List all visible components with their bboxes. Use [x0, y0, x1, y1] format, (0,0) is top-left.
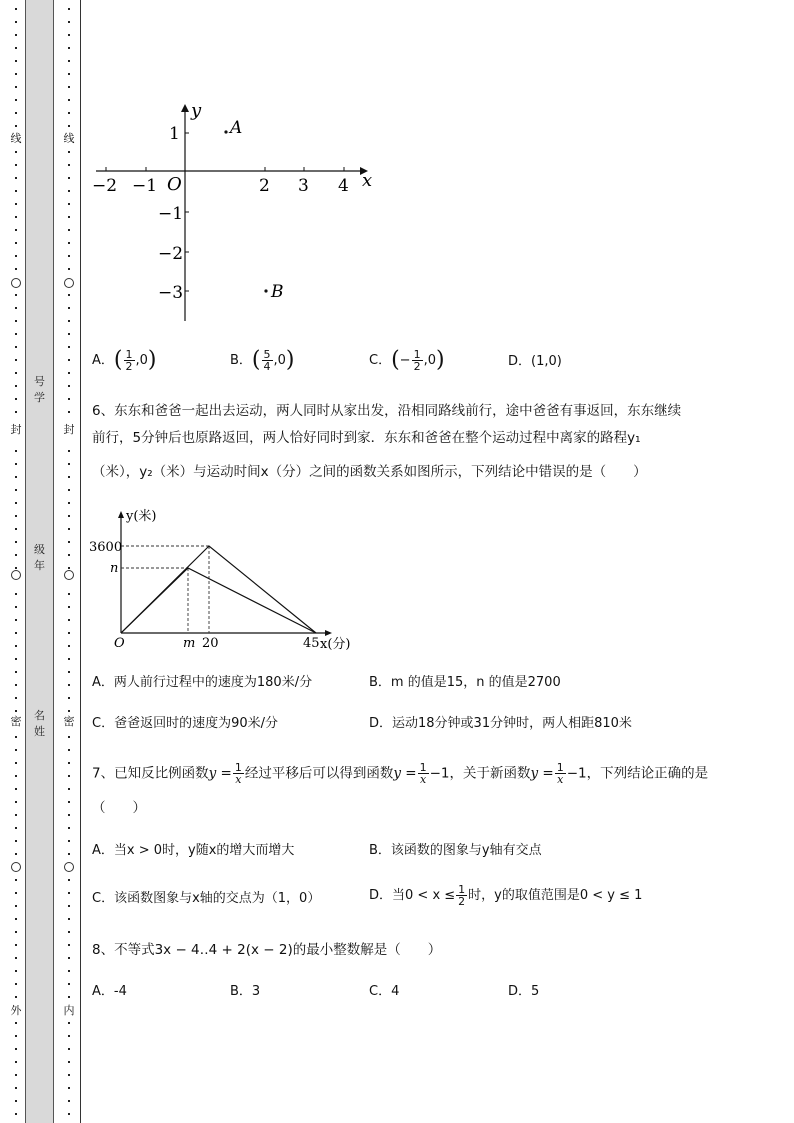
binding-dot	[68, 125, 70, 127]
binding-dot	[68, 528, 70, 530]
binding-dot	[15, 190, 17, 192]
binding-dot	[68, 606, 70, 608]
y-tick-label: −3	[158, 283, 184, 303]
binding-dot	[15, 957, 17, 959]
binding-dot	[15, 242, 17, 244]
dad-path-line	[121, 568, 316, 633]
binding-dot	[68, 372, 70, 374]
binding-dot	[15, 541, 17, 543]
binding-dot	[68, 619, 70, 621]
point-b-label: B	[271, 282, 284, 302]
binding-dot	[68, 788, 70, 790]
y-tick-n: n	[110, 561, 119, 576]
q6-stem-line-1: 6、东东和爸爸一起出去运动，两人同时从家出发，沿相同路线前行，途中爸爸有事返回，东东继续	[92, 403, 682, 419]
binding-dot	[15, 658, 17, 660]
outer-binding-mark: 封	[10, 423, 22, 436]
field-name: 名 姓	[34, 709, 45, 738]
binding-hole-icon	[11, 862, 21, 872]
binding-dot	[15, 502, 17, 504]
margin-border-line	[80, 0, 81, 1123]
outer-binding-mark: 线	[10, 132, 22, 145]
binding-dot	[15, 1113, 17, 1115]
binding-hole-icon	[64, 862, 74, 872]
q8-option-d[interactable]: D．5	[508, 984, 540, 999]
binding-dot	[15, 1100, 17, 1102]
x-tick-20: 20	[202, 636, 219, 651]
q6-option-b[interactable]: B．m 的值是15，n 的值是2700	[369, 675, 561, 690]
q5-option-d[interactable]: D．(1,0)	[508, 354, 562, 369]
inner-binding-mark: 线	[63, 132, 75, 145]
binding-dot	[15, 814, 17, 816]
q6-option-d[interactable]: D．运动18分钟或31分钟时，两人相距810米	[369, 716, 632, 731]
binding-dot	[15, 216, 17, 218]
binding-dot	[15, 710, 17, 712]
q8-option-a[interactable]: A．-4	[92, 984, 127, 999]
binding-margin	[0, 0, 84, 1123]
binding-dot	[15, 1074, 17, 1076]
origin-label: O	[167, 174, 182, 195]
binding-dot	[15, 853, 17, 855]
y-tick-label: 1	[169, 124, 180, 144]
binding-dot	[68, 34, 70, 36]
binding-dot	[68, 957, 70, 959]
binding-dot	[68, 463, 70, 465]
binding-dot	[68, 60, 70, 62]
binding-dot	[15, 554, 17, 556]
binding-dot	[15, 73, 17, 75]
inner-dotted-line	[64, 0, 74, 1123]
field-student-id: 号 学	[34, 375, 45, 404]
outer-binding-mark: 外	[10, 1004, 22, 1017]
point-a	[224, 130, 227, 133]
binding-dot	[68, 398, 70, 400]
q6-stem-line-2: 前行，5分钟后也原路返回，两人恰好同时到家．东东和爸爸在整个运动过程中离家的路程y₁	[92, 430, 641, 446]
binding-dot	[68, 853, 70, 855]
binding-dot	[68, 73, 70, 75]
binding-dot	[68, 359, 70, 361]
binding-dot	[15, 307, 17, 309]
binding-dot	[15, 21, 17, 23]
binding-dot	[68, 1100, 70, 1102]
binding-dot	[15, 775, 17, 777]
binding-dot	[68, 177, 70, 179]
binding-dot	[15, 203, 17, 205]
binding-dot	[68, 255, 70, 257]
q7-option-b[interactable]: B．该函数的图象与y轴有交点	[369, 843, 542, 858]
binding-dot	[15, 970, 17, 972]
binding-dot	[15, 372, 17, 374]
origin-label: O	[114, 636, 125, 651]
x-tick-label: 2	[259, 176, 270, 196]
inner-binding-mark: 密	[63, 715, 75, 728]
binding-dot	[15, 1061, 17, 1063]
binding-dot	[68, 905, 70, 907]
binding-dot	[15, 593, 17, 595]
inner-binding-mark: 内	[63, 1004, 75, 1017]
q7-option-a[interactable]: A．当x > 0时，y随x的增大而增大	[92, 843, 295, 858]
q5-option-c[interactable]: C．(− $\frac{1}{2}$ ,0)	[369, 347, 445, 373]
binding-dot	[68, 983, 70, 985]
binding-dot	[15, 398, 17, 400]
binding-dot	[68, 333, 70, 335]
binding-dot	[68, 827, 70, 829]
binding-dot	[68, 476, 70, 478]
binding-dot	[68, 931, 70, 933]
q5-coordinate-figure	[88, 100, 378, 325]
binding-dot	[15, 47, 17, 49]
binding-dot	[15, 749, 17, 751]
y-axis-label: y(米)	[126, 509, 157, 524]
y-tick-label: −1	[158, 204, 184, 224]
x-tick-label: 3	[298, 176, 309, 196]
q7-option-c[interactable]: C．该函数图象与x轴的交点为（1，0）	[92, 891, 321, 906]
binding-dot	[68, 242, 70, 244]
point-a-label: A	[230, 118, 243, 138]
binding-dot	[15, 879, 17, 881]
binding-dot	[15, 944, 17, 946]
binding-dot	[68, 554, 70, 556]
binding-dot	[68, 112, 70, 114]
binding-dot	[15, 164, 17, 166]
binding-dot	[68, 268, 70, 270]
binding-dot	[68, 970, 70, 972]
binding-dot	[68, 567, 70, 569]
binding-dot	[68, 892, 70, 894]
binding-dot	[15, 736, 17, 738]
dongdong-path-line	[121, 546, 316, 633]
binding-dot	[15, 684, 17, 686]
binding-dot	[68, 944, 70, 946]
binding-dot	[68, 1022, 70, 1024]
binding-dot	[68, 216, 70, 218]
binding-dot	[15, 320, 17, 322]
binding-dot	[68, 840, 70, 842]
binding-dot	[15, 632, 17, 634]
x-tick-label: −1	[132, 176, 158, 196]
binding-dot	[68, 1048, 70, 1050]
binding-dot	[68, 710, 70, 712]
binding-dot	[15, 34, 17, 36]
binding-dot	[15, 411, 17, 413]
binding-dot	[68, 1061, 70, 1063]
binding-dot	[68, 21, 70, 23]
x-tick-label: 4	[338, 176, 349, 196]
q5-option-a[interactable]: A．( $\frac{1}{2}$ ,0)	[92, 347, 157, 373]
binding-dot	[15, 489, 17, 491]
binding-dot	[68, 762, 70, 764]
field-grade: 级 年	[34, 543, 45, 572]
binding-dot	[15, 255, 17, 257]
binding-dot	[68, 307, 70, 309]
binding-dot	[68, 918, 70, 920]
binding-dot	[15, 801, 17, 803]
binding-dot	[15, 1035, 17, 1037]
binding-dot	[15, 788, 17, 790]
student-info-strip	[25, 0, 54, 1123]
q8-option-b[interactable]: B．3	[230, 984, 261, 999]
binding-dot	[68, 164, 70, 166]
binding-dot	[68, 86, 70, 88]
q6-stem-line-3: （米），y₂（米）与运动时间x（分）之间的函数关系如图所示，下列结论中错误的是（ ）	[92, 464, 647, 480]
q6-option-c[interactable]: C．爸爸返回时的速度为90米/分	[92, 716, 278, 731]
binding-dot	[68, 229, 70, 231]
binding-dot	[15, 229, 17, 231]
binding-dot	[15, 528, 17, 530]
binding-dot	[68, 190, 70, 192]
binding-dot	[68, 47, 70, 49]
binding-dot	[15, 1022, 17, 1024]
binding-dot	[15, 619, 17, 621]
binding-dot	[15, 333, 17, 335]
binding-dot	[15, 268, 17, 270]
outer-binding-mark: 密	[10, 715, 22, 728]
binding-dot	[15, 1087, 17, 1089]
q6-distance-time-figure	[88, 505, 368, 655]
binding-dot	[15, 450, 17, 452]
binding-dot	[68, 645, 70, 647]
binding-dot	[15, 99, 17, 101]
binding-dot	[68, 801, 70, 803]
binding-dot	[15, 60, 17, 62]
binding-dot	[15, 931, 17, 933]
binding-dot	[68, 1035, 70, 1037]
binding-dot	[68, 697, 70, 699]
binding-dot	[15, 905, 17, 907]
binding-dot	[68, 320, 70, 322]
binding-dot	[68, 294, 70, 296]
q7-stem-line-2: （ ）	[92, 800, 146, 816]
binding-dot	[68, 411, 70, 413]
x-tick-45: 45	[303, 636, 320, 651]
binding-dot	[68, 502, 70, 504]
binding-dot	[68, 996, 70, 998]
binding-dot	[68, 203, 70, 205]
binding-dot	[15, 112, 17, 114]
binding-hole-icon	[11, 278, 21, 288]
x-tick-label: −2	[92, 176, 118, 196]
binding-dot	[68, 1074, 70, 1076]
binding-dot	[15, 671, 17, 673]
binding-hole-icon	[11, 570, 21, 580]
x-axis-label: x(分)	[320, 637, 351, 652]
binding-dot	[15, 8, 17, 10]
q6-option-a[interactable]: A．两人前行过程中的速度为180米/分	[92, 675, 313, 690]
binding-dot	[68, 99, 70, 101]
q7-option-d[interactable]: D．当0 < x ≤ $\frac{1}{2}$ 时，y的取值范围是0 < y ≤ 1	[369, 883, 643, 908]
binding-dot	[68, 749, 70, 751]
binding-dot	[68, 658, 70, 660]
binding-dot	[68, 1087, 70, 1089]
binding-dot	[15, 177, 17, 179]
binding-dot	[15, 567, 17, 569]
y-tick-label: −2	[158, 244, 184, 264]
inner-binding-mark: 封	[63, 423, 75, 436]
binding-dot	[15, 151, 17, 153]
binding-dot	[68, 684, 70, 686]
x-axis-label: x	[362, 170, 373, 191]
q8-option-c[interactable]: C．4	[369, 984, 400, 999]
binding-dot	[15, 840, 17, 842]
binding-dot	[15, 827, 17, 829]
x-tick-m: m	[183, 636, 196, 651]
binding-dot	[15, 697, 17, 699]
binding-dot	[15, 645, 17, 647]
binding-dot	[15, 346, 17, 348]
binding-hole-icon	[64, 570, 74, 580]
binding-dot	[68, 736, 70, 738]
binding-dot	[15, 294, 17, 296]
point-b	[264, 289, 267, 292]
binding-hole-icon	[64, 278, 74, 288]
binding-dot	[68, 450, 70, 452]
binding-dot	[15, 476, 17, 478]
binding-dot	[68, 8, 70, 10]
binding-dot	[68, 632, 70, 634]
binding-dot	[68, 671, 70, 673]
binding-dot	[15, 983, 17, 985]
binding-dot	[68, 593, 70, 595]
outer-dotted-line	[11, 0, 21, 1123]
binding-dot	[15, 86, 17, 88]
binding-dot	[68, 879, 70, 881]
y-tick-3600: 3600	[89, 540, 123, 555]
binding-dot	[15, 463, 17, 465]
binding-dot	[15, 125, 17, 127]
binding-dot	[15, 515, 17, 517]
binding-dot	[68, 385, 70, 387]
binding-dot	[68, 489, 70, 491]
binding-dot	[15, 918, 17, 920]
binding-dot	[15, 996, 17, 998]
binding-dot	[15, 359, 17, 361]
binding-dot	[15, 385, 17, 387]
q7-stem-line-1: 7、已知反比例函数y = $\frac{1}{x}$ 经过平移后可以得到函数y = $\frac{1}{x}$ −1，关于新函数y = $\frac{1}{x}$ −1，下列结论正确的是	[92, 761, 709, 786]
binding-dot	[68, 775, 70, 777]
binding-dot	[68, 1113, 70, 1115]
y-axis-label: y	[191, 100, 202, 121]
binding-dot	[15, 892, 17, 894]
binding-dot	[68, 541, 70, 543]
q8-stem: 8、不等式3x − 4‥4 + 2(x − 2)的最小整数解是（ ）	[92, 942, 442, 958]
binding-dot	[68, 151, 70, 153]
binding-dot	[68, 515, 70, 517]
binding-dot	[15, 1048, 17, 1050]
binding-dot	[15, 762, 17, 764]
q5-option-b[interactable]: B．( $\frac{5}{4}$ ,0)	[230, 347, 295, 373]
binding-dot	[68, 814, 70, 816]
binding-dot	[15, 606, 17, 608]
binding-dot	[68, 346, 70, 348]
